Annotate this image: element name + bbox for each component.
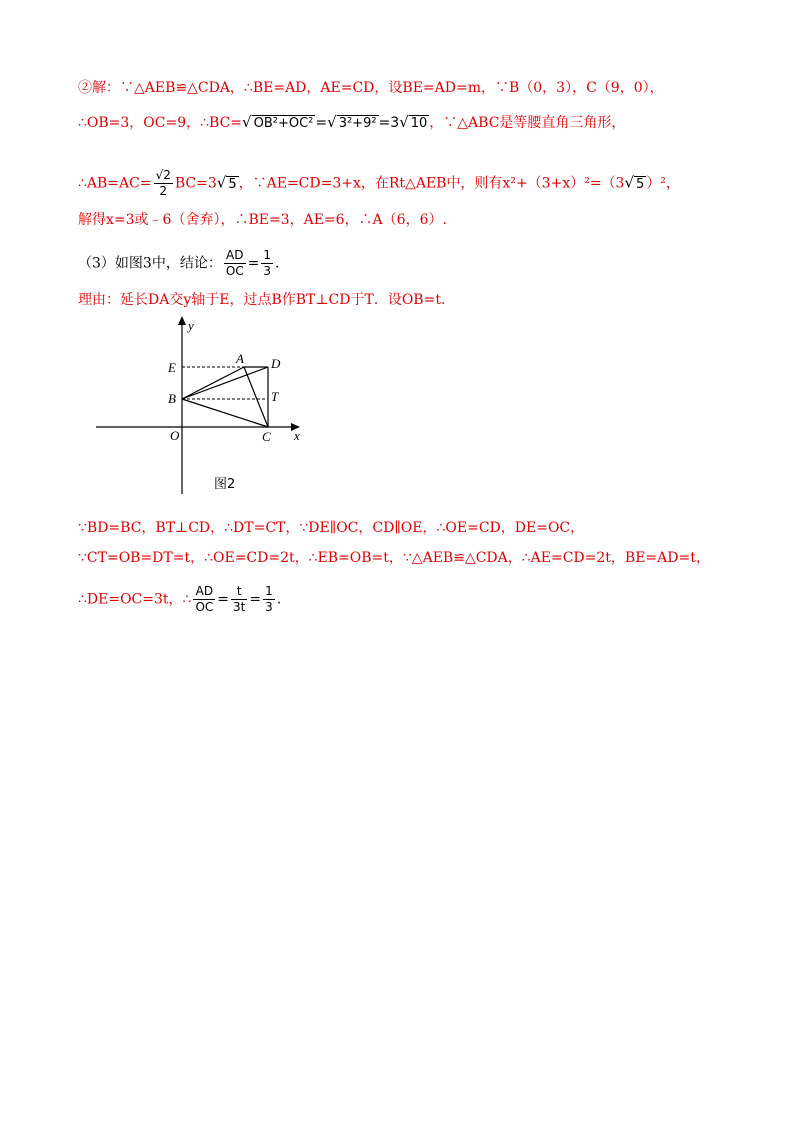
sqrt-icon: √: [327, 113, 337, 131]
fraction-denominator: 2: [159, 184, 168, 198]
label-D: D: [271, 356, 281, 371]
fraction: [224, 248, 246, 279]
fraction: [154, 168, 173, 199]
text: ∴DE=OC=3t，∴: [78, 591, 192, 608]
equals: =: [249, 591, 262, 608]
part3-conclusion: [78, 248, 279, 279]
text: ∴OB=3，OC=9，∴BC=: [78, 115, 243, 131]
label-C: C: [262, 429, 271, 444]
sqrt-icon: √: [624, 173, 635, 192]
text: =3: [378, 115, 400, 131]
radicand: 5: [228, 176, 237, 192]
fraction: [261, 248, 273, 279]
solution-line-4: 解得x=3或﹣6（舍弃），∴BE=3，AE=6，∴A（6，6）.: [78, 212, 447, 228]
reason-line: 理由：延长DA交y轴于E，过点B作BT⊥CD于T．设OB=t.: [78, 292, 446, 308]
radicand: 3²+9²: [338, 116, 377, 131]
proof-line-1: ∵BD=BC，BT⊥CD，∴DT=CT，∵DE∥OC，CD∥OE，∴OE=CD，DE=OC，: [78, 520, 585, 536]
solution-line-1: ②解：∵△AEB≌△CDA，∴BE=AD，AE=CD，设BE=AD=m，∵B（0，3），C（9，0），: [78, 80, 664, 96]
fraction: [231, 584, 247, 615]
segment-BA: [182, 367, 244, 399]
text: BC=3: [174, 175, 217, 192]
fraction: [263, 584, 275, 615]
label-x: x: [294, 428, 300, 443]
sqrt-icon: √: [399, 113, 409, 131]
fraction-numerator: t: [231, 584, 247, 600]
sqrt-icon: √: [242, 113, 252, 131]
period: .: [275, 255, 280, 272]
radicand: 10: [410, 116, 428, 131]
text: ，∵AE=CD=3+x，在Rt△AEB中，则有x²+（3+x）²=（3: [238, 175, 625, 192]
equals: =: [217, 591, 230, 608]
label-A: A: [236, 351, 244, 366]
fraction: [193, 584, 215, 615]
sqrt-icon: √: [216, 173, 227, 192]
segment-AC: [244, 367, 268, 427]
label-T: T: [271, 389, 279, 404]
solution-line-3: [78, 168, 680, 199]
fraction-denominator: OC: [195, 600, 214, 614]
proof-line-2: ∵CT=OB=DT=t，∴OE=CD=2t，∴EB=OB=t，∵△AEB≌△CDA，∴AE=CD=2t，BE=AD=t，: [78, 550, 710, 566]
text: ∴AB=AC=: [78, 175, 152, 192]
solution-line-2: [78, 112, 625, 133]
y-axis-arrow-icon: [178, 316, 186, 325]
fraction-denominator: 3: [265, 600, 273, 614]
fraction-numerator: √2: [155, 168, 171, 182]
fraction-denominator: 3: [263, 264, 272, 278]
fraction-numerator: AD: [193, 584, 215, 600]
proof-line-3: [78, 584, 281, 615]
text: （3）如图3中，结论：: [78, 255, 222, 272]
label-B: B: [168, 391, 176, 406]
radicand: 5: [636, 176, 645, 192]
label-E: E: [168, 360, 176, 375]
text: =: [315, 115, 328, 131]
fraction-numerator: AD: [224, 248, 246, 264]
figure-caption: 图2: [214, 477, 236, 492]
segment-BC: [182, 399, 268, 427]
period: .: [276, 591, 282, 608]
label-y: y: [188, 318, 194, 333]
equals: =: [247, 255, 260, 272]
geometry-figure: [92, 312, 312, 502]
text: ）²，: [646, 175, 680, 192]
fraction-denominator: OC: [225, 264, 244, 278]
radicand: OB²+OC²: [253, 116, 314, 131]
text: ，∵△ABC是等腰直角三角形，: [429, 115, 626, 131]
fraction-numerator: 1: [263, 248, 272, 262]
label-O: O: [170, 428, 180, 443]
fraction-denominator: 3t: [233, 600, 246, 614]
fraction-numerator: 1: [265, 584, 273, 598]
